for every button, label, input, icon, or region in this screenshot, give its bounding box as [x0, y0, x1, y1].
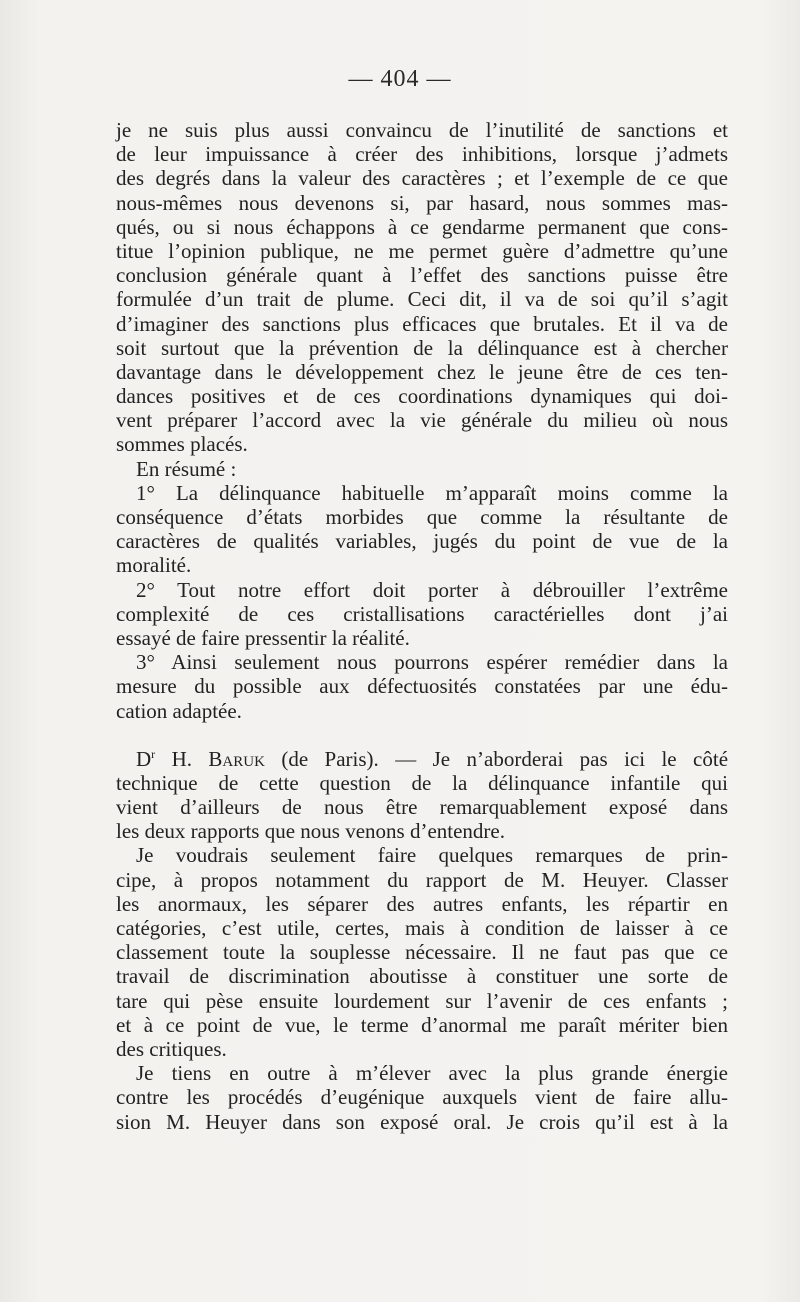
- text-line: et à ce point de vue, le terme d’anormal me paraît mériter bien: [116, 1012, 728, 1037]
- text-line: vent préparer l’accord avec la vie générale du milieu où nous: [116, 408, 728, 433]
- summary-point-3: [116, 650, 728, 723]
- summary-point-2: [116, 578, 728, 651]
- text-line: 3° Ainsi seulement nous pourrons espérer remédier dans la: [136, 650, 728, 675]
- text-line: formulée d’un trait de plume. Ceci dit, il va de soi qu’il s’agit: [116, 287, 728, 312]
- text-line: Je voudrais seulement faire quelques remarques de prin-: [136, 843, 728, 868]
- text-line: davantage dans le développement chez le jeune être de ces ten-: [116, 359, 728, 384]
- text-line: caractères de qualités variables, jugés du point de vue de la: [116, 529, 728, 554]
- text-line: classement toute la souplesse nécessaire. Il ne faut pas que ce: [116, 940, 728, 965]
- text-line: complexité de ces cristallisations caractérielles dont j’ai: [116, 601, 728, 626]
- text-line: 1° La délinquance habituelle m’apparaît moins comme la: [136, 480, 728, 505]
- speaker-text: Je n’aborderai pas ici le côté: [432, 746, 729, 771]
- text-line: je ne suis plus aussi convaincu de l’inutilité de sanctions et: [116, 118, 728, 142]
- section-gap: [116, 723, 728, 747]
- text-line: moralité.: [116, 553, 192, 578]
- speaker-dash: —: [395, 746, 417, 771]
- text-line: dances positives et de ces coordinations dynamiques qui doi-: [116, 384, 728, 409]
- text-line: soit surtout que la prévention de la délinquance est à chercher: [116, 335, 728, 360]
- text-line: des critiques.: [116, 1036, 227, 1061]
- text-line: titue l’opinion publique, ne me permet guère d’admettre qu’une: [116, 238, 728, 263]
- baruk-paragraph-1: [116, 747, 728, 844]
- text-line: d’imaginer des sanctions plus efficaces que brutales. Et il va de: [116, 311, 728, 336]
- speaker-title-suffix: r: [151, 746, 156, 761]
- text-line: sion M. Heuyer dans son exposé oral. Je crois qu’il est à la: [116, 1109, 728, 1134]
- text-line: mesure du possible aux défectuosités constatées par une édu-: [116, 674, 728, 699]
- text-line: travail de discrimination aboutisse à constituer une sorte de: [116, 964, 728, 989]
- text-line: contre les procédés d’eugénique auxquels vient de faire allu-: [116, 1085, 728, 1110]
- baruk-paragraph-3: [116, 1061, 728, 1134]
- text-line: cipe, à propos notamment du rapport de M. Heuyer. Classer: [116, 867, 728, 892]
- page-number: — 404 —: [348, 66, 452, 92]
- body-text: [116, 118, 728, 1134]
- text-line: sommes placés.: [116, 432, 248, 457]
- text-line: nous-mêmes nous devenons si, par hasard, nous sommes mas-: [116, 190, 728, 215]
- summary-point-1: [116, 481, 728, 578]
- text-line: qués, ou si nous échappons à ce gendarme permanent que cons-: [116, 214, 728, 239]
- paragraph-1: [116, 118, 728, 457]
- summary-heading: En résumé :: [136, 456, 237, 481]
- text-line: 2° Tout notre effort doit porter à débrouiller l’extrême: [136, 577, 728, 602]
- text-line: cation adaptée.: [116, 698, 242, 723]
- text-line: essayé de faire pressentir la réalité.: [116, 625, 410, 650]
- text-line: conclusion générale quant à l’effet des sanctions puisse être: [116, 263, 728, 288]
- speaker-line: [116, 747, 728, 771]
- text-line: conséquence d’états morbides que comme la résultante de: [116, 505, 728, 529]
- speaker-name: Baruk: [208, 746, 265, 771]
- text-line: des degrés dans la valeur des caractères ; et l’exemple de ce que: [116, 166, 728, 191]
- speaker-title: $D^r$: [136, 746, 156, 771]
- baruk-paragraph-2: [116, 843, 728, 1061]
- text-line: Je tiens en outre à m’élever avec la plus grande énergie: [136, 1061, 728, 1086]
- text-line: technique de cette question de la délinquance infantile qui: [116, 770, 728, 795]
- text-line: les anormaux, les séparer des autres enfants, les répartir en: [116, 891, 728, 916]
- text-line: de leur impuissance à créer des inhibitions, lorsque j’admets: [116, 142, 728, 167]
- text-line: tare qui pèse ensuite lourdement sur l’avenir de ces enfants ;: [116, 988, 728, 1013]
- speaker-place: (de Paris).: [281, 746, 379, 771]
- text-line: catégories, c’est utile, certes, mais à condition de laisser à ce: [116, 916, 728, 940]
- speaker-initial: H.: [171, 746, 192, 771]
- text-line: les deux rapports que nous venons d’entendre.: [116, 819, 505, 844]
- text-line: vient d’ailleurs de nous être remarquablement exposé dans: [116, 795, 728, 820]
